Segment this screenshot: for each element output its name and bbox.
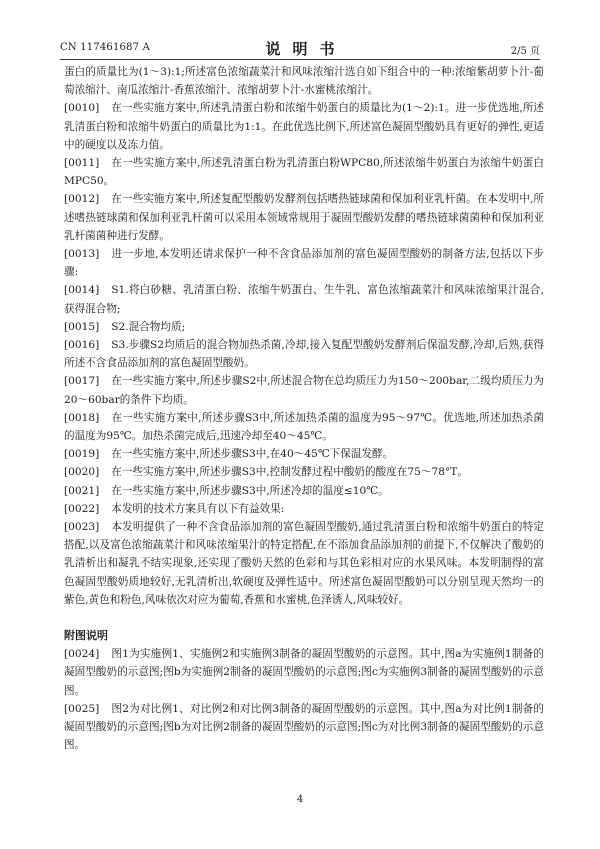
paragraph-number: [0010] — [64, 102, 100, 115]
paragraph — [64, 63, 544, 99]
document-title: 说明书 — [265, 40, 347, 58]
paragraph — [64, 518, 544, 609]
paragraph-number: [0025] — [64, 702, 100, 715]
paragraph — [64, 482, 544, 500]
paragraph-text: S1.将白砂糖、乳清蛋白粉、浓缩牛奶蛋白、生牛乳、富色浓缩蔬菜汁和风味浓缩果汁混合,获得混合物; — [64, 284, 544, 315]
paragraph-number: [0016] — [64, 339, 100, 352]
paragraph-text: 本发明的技术方案具有以下有益效果: — [111, 502, 285, 515]
paragraph-text: 图1为实施例1、实施例2和实施例3制备的凝固型酸奶的示意图。其中,图a为实施例1制备的凝固型酸奶的示意图;图b为实施例2制备的凝固型酸奶的示意图;图c为实施例3制备的凝固型酸奶的示意图。 — [64, 648, 544, 697]
paragraph-number: [0017] — [64, 375, 100, 388]
section-title: 附图说明 — [64, 629, 108, 643]
paragraph-number: [0023] — [64, 521, 100, 534]
paragraph-text: 在一些实施方案中,所述步骤S2中,所述混合物在总均质压力为150～200bar,二级均质压力为20～60bar的条件下均质。 — [64, 375, 544, 406]
publication-number: CN 117461687 A — [60, 42, 151, 53]
paragraph — [64, 700, 544, 755]
paragraph — [64, 281, 544, 317]
paragraph-number: [0012] — [64, 193, 100, 206]
paragraph-number: [0018] — [64, 411, 100, 424]
paragraph — [64, 645, 544, 700]
paragraph — [64, 500, 544, 518]
paragraph-number: [0011] — [64, 157, 100, 170]
page-indicator: 2/5 页 — [510, 46, 540, 57]
paragraph-text: 在一些实施方案中,所述复配型酸奶发酵剂包括嗜热链球菌和保加利亚乳杆菌。在本发明中,所述嗜热链球菌和保加利亚乳杆菌可以采用本领域常规用于凝固型酸奶发酵的嗜热链球菌菌种和保加利亚乳杆菌菌种进行发酵。 — [64, 193, 544, 242]
paragraph-text: S3.步骤S2均质后的混合物加热杀菌,冷却,接入复配型酸奶发酵剂后保温发酵,冷却,后熟,获得所述不含食品添加剂的富色凝固型酸奶。 — [64, 339, 544, 370]
paragraph-number: [0020] — [64, 466, 100, 479]
paragraph — [64, 154, 544, 190]
paragraph-text: 在一些实施方案中,所述步骤S3中,所述加热杀菌的温度为95～97℃。优选地,所述加热杀菌的温度为95℃。加热杀菌完成后,迅速冷却至40～45℃。 — [64, 411, 544, 443]
paragraph-text: 本发明提供了一种不含食品添加剂的富色凝固型酸奶,通过乳清蛋白粉和浓缩牛奶蛋白的特定搭配,以及富色浓缩蔬菜汁和风味浓缩果汁的特定搭配,在不添加食品添加剂的前提下,不仅解决了酸奶的乳清析出和凝乳不结实现象,还实现了酸奶天然的色彩和与其色彩相对应的水果风味。本发明制得的富色凝固型酸奶质地较好,无乳清析出,软硬度及弹性适中。所述富色凝固型酸奶可以分别呈现天然均一的紫色,黄色和粉色,风味依次对应为葡萄,香蕉和水蜜桃,色泽诱人,风味较好。 — [64, 521, 544, 606]
paragraph-text: 进一步地,本发明还请求保护一种不含食品添加剂的富色凝固型酸奶的制备方法,包括以下步骤: — [64, 248, 544, 279]
paragraph-number: [0013] — [64, 248, 100, 261]
page-number: 4 — [296, 794, 304, 805]
paragraph — [64, 245, 544, 281]
paragraph — [64, 445, 544, 463]
paragraph — [64, 336, 544, 372]
paragraph-number: [0015] — [64, 320, 100, 333]
paragraph — [64, 372, 544, 408]
page-header — [60, 38, 540, 58]
paragraph-number: [0019] — [64, 448, 100, 461]
paragraph — [64, 318, 544, 336]
paragraph — [64, 463, 544, 481]
paragraph — [64, 409, 544, 445]
paragraph-text: 在一些实施方案中,所述步骤S3中,所述冷却的温度≤10℃。 — [111, 484, 389, 497]
paragraph-text: 在一些实施方案中,所述步骤S3中,控制发酵过程中酸奶的酸度在75～78°T。 — [111, 466, 468, 479]
paragraph-text: 蛋白的质量比为(1～3):1;所述富色浓缩蔬菜汁和风味浓缩汁选自如下组合中的一种:浓缩紫胡萝卜汁-葡萄浓缩汁、南瓜浓缩汁-香蕉浓缩汁、浓缩胡萝卜汁-水蜜桃浓缩汁。 — [64, 66, 544, 97]
paragraph-number: [0022] — [64, 502, 100, 515]
paragraph-number: [0021] — [64, 484, 100, 497]
paragraph-text: S2.混合物均质; — [111, 320, 186, 333]
paragraph-text: 在一些实施方案中,所述步骤S3中,在40～45℃下保温发酵。 — [111, 448, 394, 461]
paragraph-number: [0014] — [64, 284, 100, 297]
paragraph — [64, 99, 544, 154]
header-rule — [60, 59, 540, 60]
document-body — [64, 63, 544, 754]
paragraph-text: 在一些实施方案中,所述乳清蛋白粉和浓缩牛奶蛋白的质量比为(1～2):1。进一步优选地,所述乳清蛋白粉和浓缩牛奶蛋白的质量比为1:1。在此优选比例下,所述富色凝固型酸奶具有更好的弹性,更适中的硬度以及冻力值。 — [64, 102, 544, 151]
paragraph — [64, 190, 544, 245]
paragraph-number: [0024] — [64, 648, 100, 661]
paragraph-text: 在一些实施方案中,所述乳清蛋白粉为乳清蛋白粉WPC80,所述浓缩牛奶蛋白为浓缩牛奶蛋白MPC50。 — [64, 157, 544, 188]
paragraph-text: 图2为对比例1、对比例2和对比例3制备的凝固型酸奶的示意图。其中,图a为对比例1制备的凝固型酸奶的示意图;图b为对比例2制备的凝固型酸奶的示意图;图c为对比例3制备的凝固型酸奶的示意图。 — [64, 702, 544, 752]
